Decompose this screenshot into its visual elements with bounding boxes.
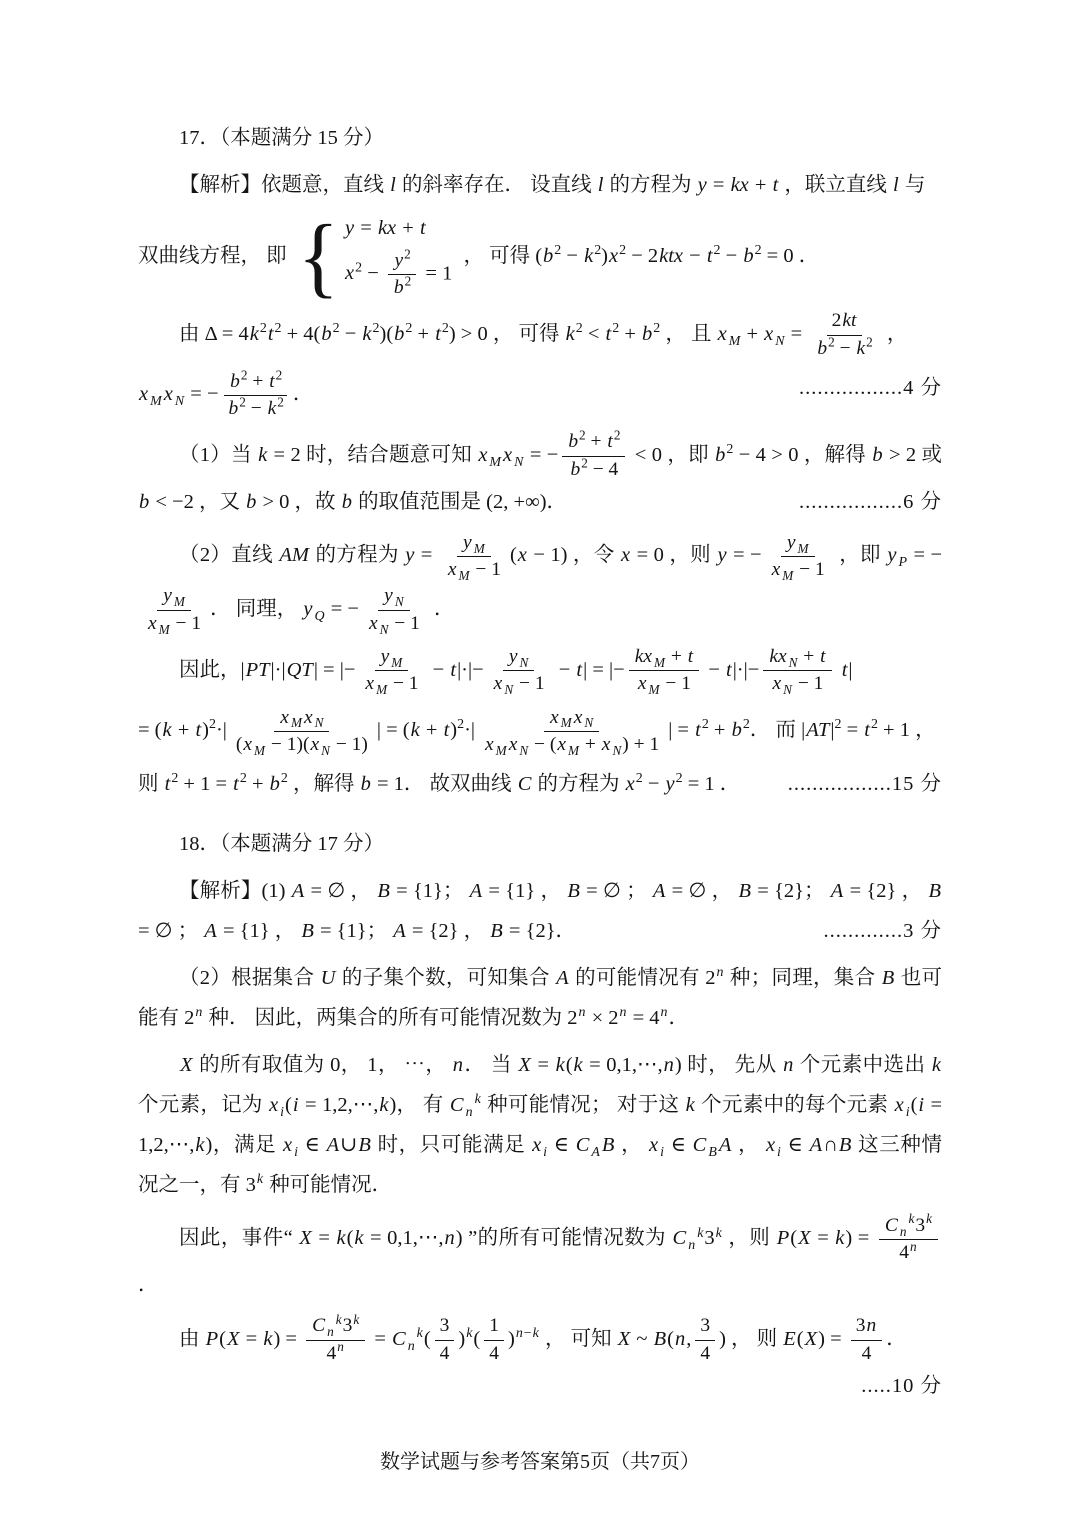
q18-heading <box>138 825 942 865</box>
q17-product-line <box>138 369 942 423</box>
fraction: $\frac{C _n^k3^k}{4^n}$ <box>306 1313 365 1367</box>
document-body <box>138 112 942 1407</box>
fraction: $\frac{y _M}{x _M - 1}$ <box>365 646 419 698</box>
fraction: $\frac{y^2}{b^2}$ <box>388 248 416 302</box>
math-text: 因此，|PT|·|QT| = |− $\frac{y _M}{x _M - 1}$ − t|·|− $\frac{y _N}{x _N - 1}$ − t| = |− $\frac{kx _M + t}{x _M - 1}$ − t|·|− $\frac{kx _N + t}{x _N - 1}$ t| <box>179 646 853 698</box>
fraction: $\frac{C _n^k3^k}{4^n}$ <box>879 1213 938 1267</box>
q17-conclusion <box>138 765 942 805</box>
fraction: $\frac{y _M}{x _M - 1}$ <box>148 585 202 637</box>
fraction: $\frac{x _M x _N}{(x _M - 1)(x _N - 1)}$ <box>235 706 368 758</box>
q17-solution-intro <box>138 166 942 206</box>
fraction: $\frac{y _N}{x _N - 1}$ <box>493 646 545 698</box>
math-text: x $_M$x $_N$ = − $\frac{b^2 + t^2}{b^2 - k^2}$ ． <box>138 383 313 405</box>
q17-system-line <box>138 205 942 307</box>
q18-part2-counting <box>138 959 942 1039</box>
q17-part2-line1 <box>138 530 942 637</box>
curly-brace: { <box>297 205 340 307</box>
fraction: $\frac{b^2 + t^2}{b^2 - 4}$ <box>562 429 625 483</box>
fraction: $\frac{1}{4}$ <box>484 1313 504 1367</box>
q17-discriminant-line <box>138 308 942 362</box>
math-text: 因此，事件“ X = k(k = 0,1,⋯,n) ”的所有可能情况数为 C $_n^k$3$^k$ ，则 P(X = k) = $\frac{C _n^k3^k}{4^n}$ ． <box>138 1227 942 1296</box>
q18-expectation <box>138 1311 942 1397</box>
math-text: 【解析】依题意，直线 l 的斜率存在． 设直线 l 的方程为 y = kx + t ，联立直线 l 与 <box>179 173 926 196</box>
q17-part1 <box>138 429 942 523</box>
q17-heading <box>138 119 942 159</box>
fraction: $\frac{3}{4}$ <box>695 1313 715 1367</box>
math-text: 由 $\Delta = 4k^2t^2 + 4(b^2 - k^2)(b^2 + t^2) > 0$ ， 可得 $k^2 < t^2 + b^2$ ， 且 x $_M$ + x $_N$ = $\frac{2kt}{b^2 - k^2}$ ， <box>179 323 907 345</box>
fraction: $\frac{kx _N + t}{x _N - 1}$ <box>763 644 831 698</box>
q18-part2-cases <box>138 1046 942 1206</box>
q18-probability <box>138 1213 942 1307</box>
math-text: 则 $t^2 + 1 = t^2 + b^2$ ，解得 b = 1． 故双曲线 C 的方程为 $x^2 - y^2 = 1$ ． <box>138 771 741 796</box>
math-text: 由 P(X = k) = $\frac{C _n^k3^k}{4^n}$ = C $_n^k$( $\frac{3}{4}$ )$^k$( $\frac{1}{4}$ )$^{n-k}$ ， 可知 X ~ B(n, $\frac{3}{4}$ ) ， 则 E(X) = $\frac{3n}{4}$ ． <box>179 1328 907 1350</box>
q17-part2-product <box>138 644 942 698</box>
score-mark-6: .................6 分 <box>799 490 942 513</box>
fraction: $\frac{3}{4}$ <box>435 1313 455 1367</box>
heading-text: 18．（本题满分 17 分） <box>179 833 384 856</box>
math-text: （2）根据集合 U 的子集个数，可知集合 A 的可能情况有 2$^n$ 种；同理，集合 B 也可能有 2$^n$ 种． 因此，两集合的所有可能情况数为 $2^n \times 2^n = 4^n$． <box>138 965 943 1029</box>
fraction: $\frac{x _M x _N}{x _M x _N - (x _M + x _N) + 1}$ <box>485 706 660 758</box>
math-text: （2）直线 AM 的方程为 y = $\frac{y _M}{x _M - 1}$ (x − 1) ，令 x = 0 ，则 y = − $\frac{y _M}{x _M - 1}$ ，即 y $_P$ = − $\frac{y _M}{x _M - 1}$ ． 同理， y $_Q$ = − $\frac{y _N}{x _N - 1}$ ． <box>138 544 942 620</box>
fraction: $\frac{2kt}{b^2 - k^2}$ <box>817 310 873 359</box>
equation-system: { y = kx + t $x^2$ − $\frac{y^2}{b^2}$ = 1 <box>297 205 453 307</box>
fraction: $\frac{y _N}{x _N - 1}$ <box>368 585 420 637</box>
fraction: $\frac{y _M}{x _M - 1}$ <box>447 531 501 584</box>
math-text: 双曲线方程， 即 { y = kx + t $x^2$ − $\frac{y^2}{b^2}$ = 1 ， 可得 $(b^2 - k^2)x^2 - 2ktx - t^2 - b^2 = 0$ ． <box>138 205 820 307</box>
heading-text: 17．（本题满分 15 分） <box>179 127 384 149</box>
fraction: $\frac{kx _M + t}{x _M - 1}$ <box>629 644 699 698</box>
score-mark-15: .................15 分 <box>787 773 942 796</box>
math-text: X 的所有取值为 0， 1， ⋯， n． 当 X = k(k = 0,1,⋯,n) 时， 先从 n 个元素中选出 k 个元素，记为 x $_i$(i = 1,2,⋯,k)， 有 C $_n^k$ 种可能情况； 对于这 k 个元素中的每个元素 x $_i$(i = 1,2,⋯,k)，满足 x $_i$ ∈ A∪B 时，只可能满足 x $_i$ ∈ C $_A$B ， x $_i$ ∈ C $_B$A ， x $_i$ ∈ A∩B 这三种情况之一，有 3$^k$ 种可能情况． <box>138 1053 943 1196</box>
score-mark-3: .............3 分 <box>823 920 942 943</box>
page-footer: 数学试题与参考答案第5页（共7页） <box>380 1451 700 1473</box>
math-text: （1）当 k = 2 时，结合题意可知 x $_M$x $_N$ = − $\frac{b^2 + t^2}{b^2 - 4}$ < 0 ，即 $b^2 - 4 > 0$ ，解得 b > 2 或 b < −2 ，又 b > 0 ，故 b 的取值范围是 (2, +∞)． <box>139 427 943 513</box>
fraction: $\frac{b^2 + t^2}{b^2 - k^2}$ <box>223 369 289 423</box>
math-text: = $(k + t)^2\cdot|$ $\frac{x _M x _N}{(x _M - 1)(x _N - 1)}$ | = $(k + t)^2\cdot|$ $\frac{x _M x _N}{x _M x _N - (x _M + x _N) + 1}$ | = $t^2 + b^2$． 而 $|AT|^2 = t^2 + 1$ ， <box>138 706 936 758</box>
score-mark-10: .....10 分 <box>861 1374 942 1397</box>
math-text: 【解析】(1) A = ∅ ， B = {1}； A = {1} ， B = ∅ ； A = ∅ ， B = {2}； A = {2} ， B = ∅ ； A = {1} ， B = {1}； A = {2} ， B = {2}． <box>138 880 942 943</box>
score-mark-4: .................4 分 <box>799 376 942 399</box>
q18-part1 <box>138 872 942 952</box>
q17-part2-simplify <box>138 705 942 759</box>
fraction: $\frac{3n}{4}$ <box>851 1313 882 1367</box>
fraction: $\frac{y _M}{x _M - 1}$ <box>771 531 825 584</box>
